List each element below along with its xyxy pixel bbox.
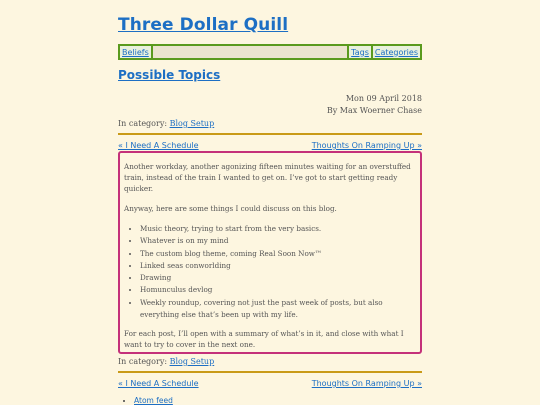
divider-bottom [118,371,422,373]
post-category-bottom [118,357,422,366]
prev-post-link-top[interactable]: « I Need A Schedule [118,141,199,150]
category-label: In category: [118,119,168,128]
nav-bar [118,44,422,60]
atom-feed-link[interactable]: Atom feed [134,396,173,405]
post-date: Mon 09 April 2018 [345,94,422,103]
list-item: • Linked seas conworlding [140,260,416,272]
tags-link[interactable]: Tags [351,47,369,57]
topics-list [124,223,416,321]
post-title [118,68,422,82]
footer-links [118,396,438,405]
nav-item-beliefs [120,46,153,58]
post-content [118,151,422,354]
nav-search-input[interactable] [153,46,347,58]
content-paragraph: Anyway, here are some things I could discuss on this blog. [124,204,337,213]
categories-link[interactable]: Categories [374,47,418,57]
site-title-link[interactable]: Three Dollar Quill [118,15,289,35]
list-item [134,396,438,405]
category-link-bottom[interactable]: Blog Setup [169,357,215,366]
site-header [118,15,422,35]
list-item: • The custom blog theme, coming Real Soon Now™ [140,248,416,260]
next-post-link-top[interactable]: Thoughts On Ramping Up » [311,141,422,150]
list-item: • Drawing [140,272,416,284]
next-post-link-bottom[interactable]: Thoughts On Ramping Up » [311,379,422,388]
pager-top [118,141,422,150]
list-item: • Weekly roundup, covering not just the past week of posts, but also everything else that’s been up with my life. [140,297,416,322]
list-item: • Music theory, trying to start from the very basics. [140,223,416,235]
divider-top [118,133,422,135]
nav-item-categories [371,46,420,58]
nav-item-tags [347,46,371,58]
category-link-top[interactable]: Blog Setup [169,119,215,128]
post-category-top [118,119,422,128]
post-title-link[interactable]: Possible Topics [118,68,221,82]
category-label: In category: [118,357,168,366]
beliefs-link[interactable]: Beliefs [122,47,149,57]
list-item: • Homunculus devlog [140,284,416,296]
pager-bottom [118,379,422,388]
prev-post-link-bottom[interactable]: « I Need A Schedule [118,379,199,388]
content-paragraph: For each post, I’ll open with a summary of what’s in it, and close with what I want to try to cover in the next one. [124,329,404,350]
list-item: • Whatever is on my mind [140,235,416,247]
content-paragraph: Another workday, another agonizing fifteen minutes waiting for an overstuffed train, instead of the train I wanted to get on. I’ve got to start getting ready quicker. [124,162,411,193]
post-author: By Max Woerner Chase [326,106,422,115]
